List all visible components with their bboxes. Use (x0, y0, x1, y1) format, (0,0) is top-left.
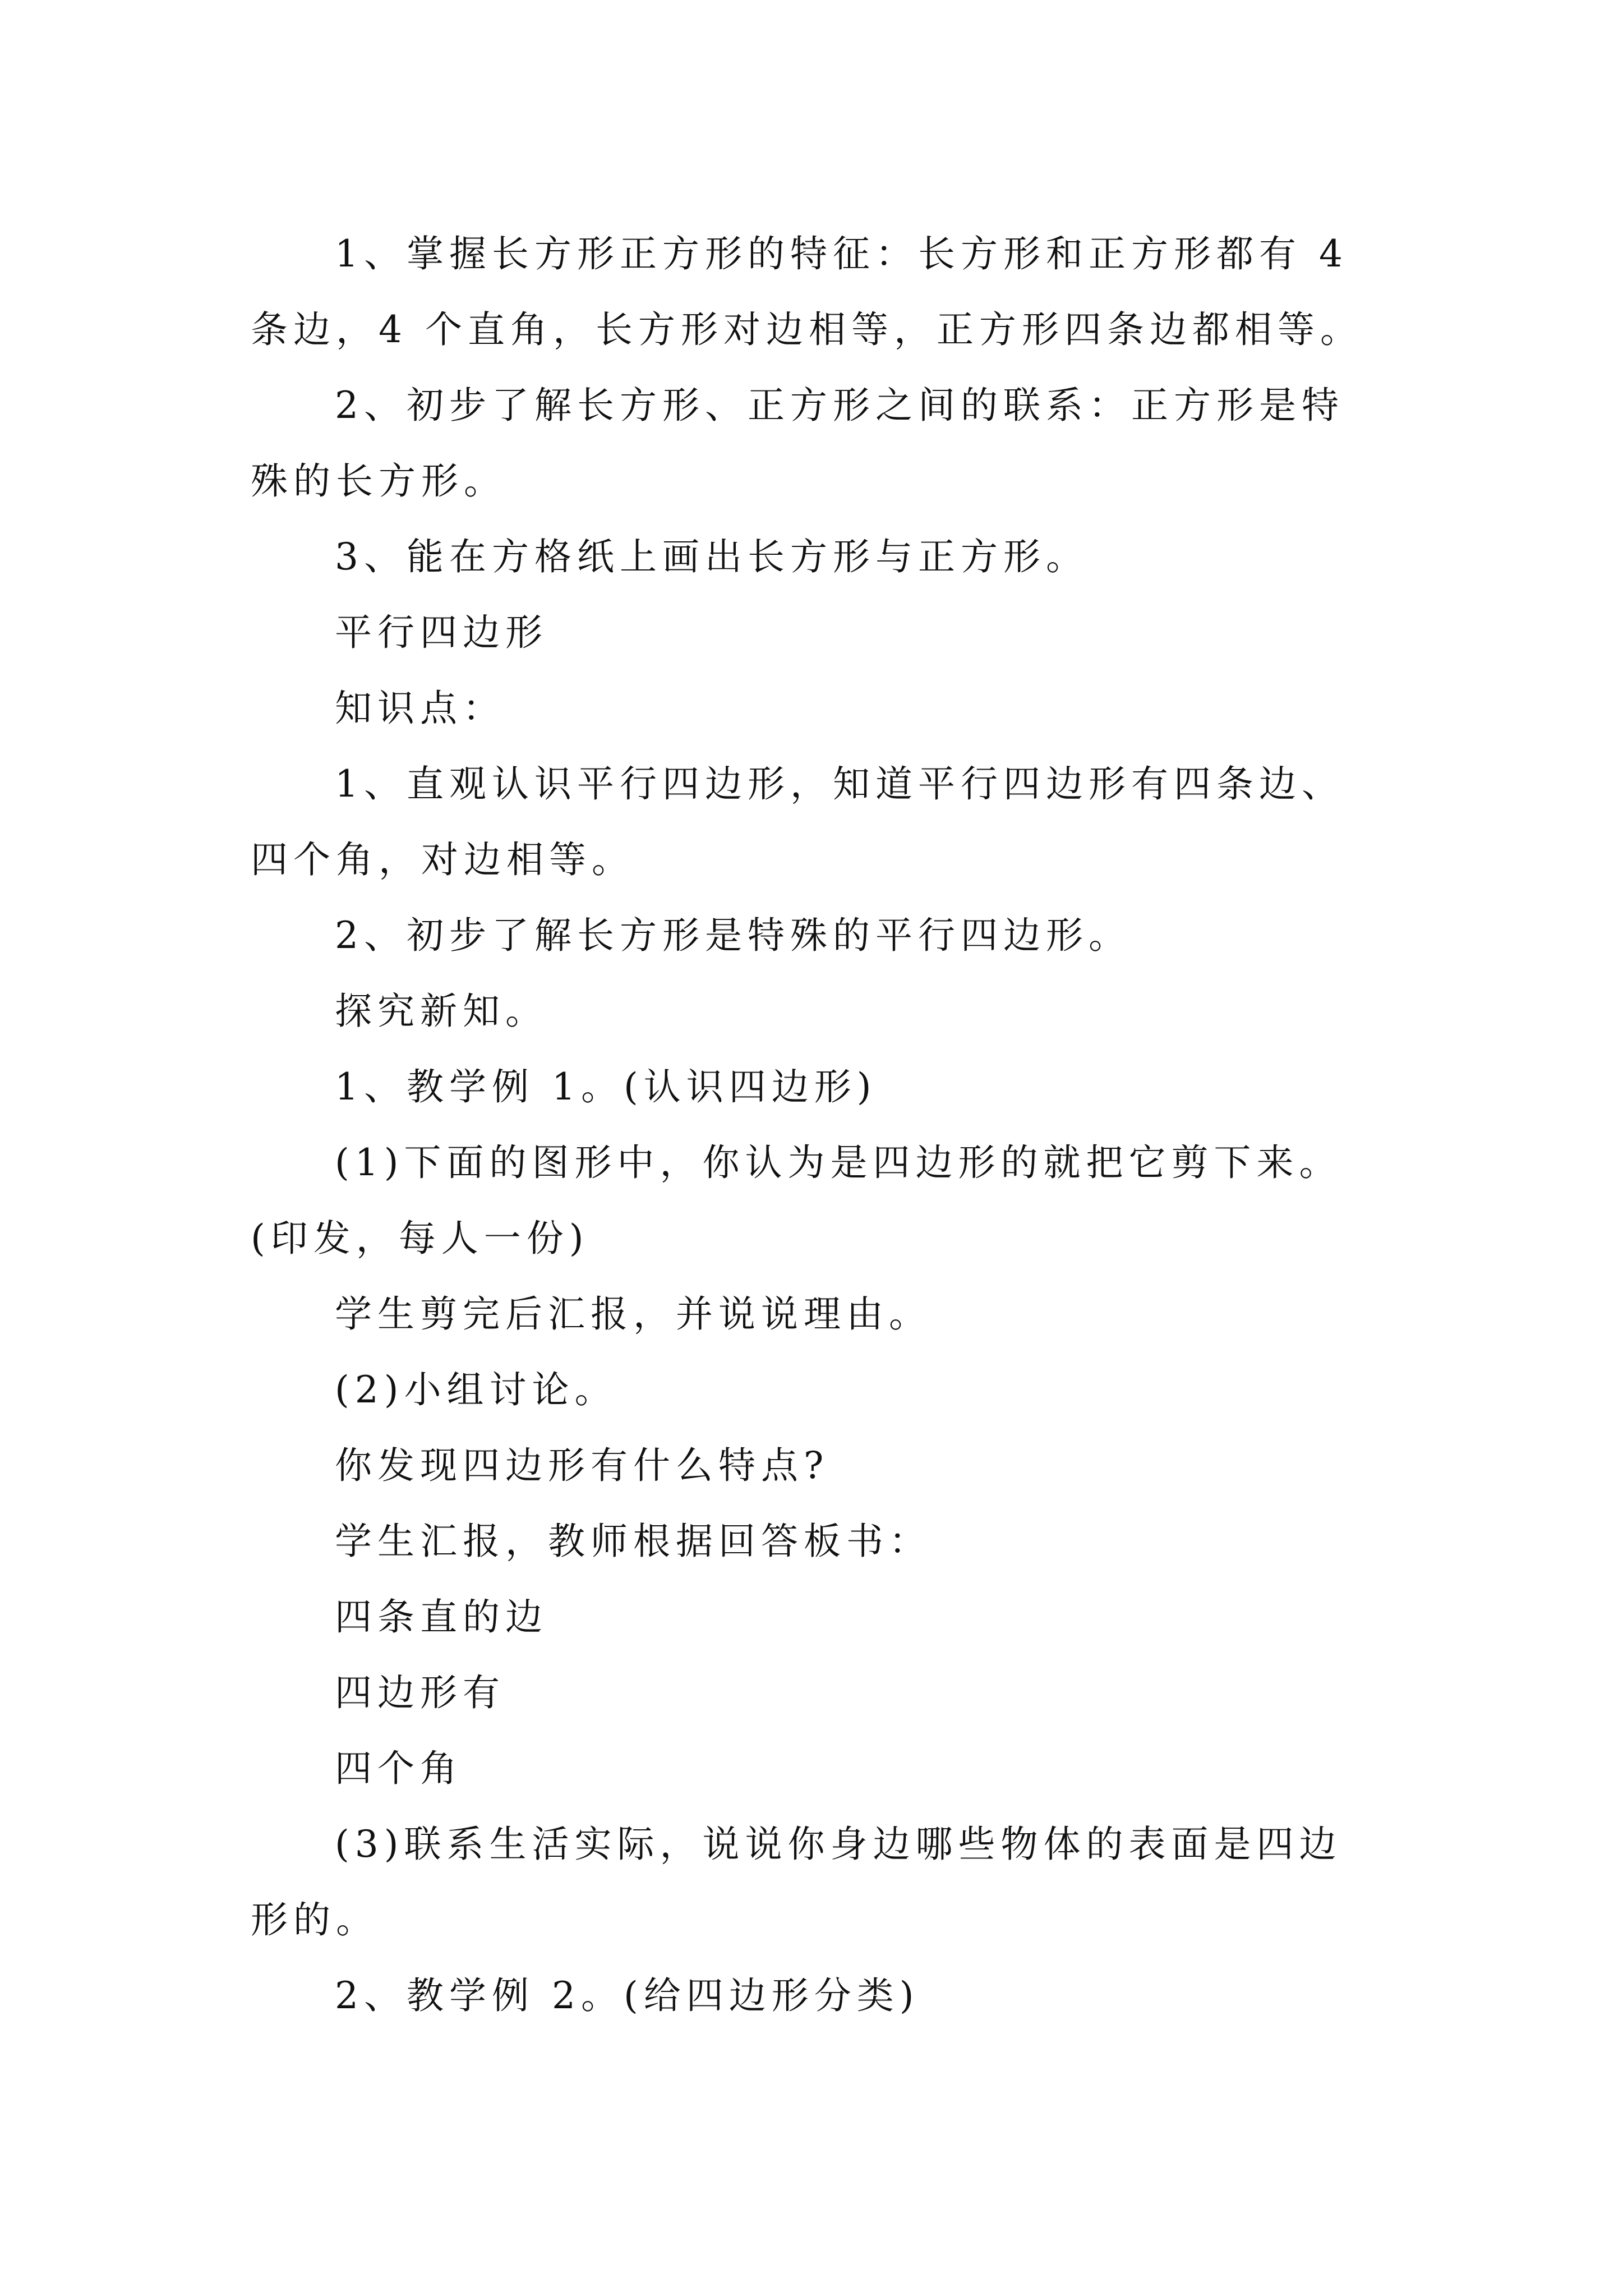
text-line: 1、掌握长方形正方形的特征：长方形和正方形都有 4 (335, 232, 1348, 275)
subheading: 探究新知。 (335, 990, 548, 1033)
text-line: 2、初步了解长方形、正方形之间的联系：正方形是特 (335, 384, 1344, 427)
text-line: (2)小组讨论。 (335, 1368, 617, 1411)
text-line: 四条直的边 (335, 1595, 548, 1639)
text-line: 3、能在方格纸上画出长方形与正方形。 (335, 535, 1089, 578)
text-line: (印发，每人一份) (251, 1217, 589, 1260)
text-line: 1、直观认识平行四边形，知道平行四边形有四条边、 (335, 762, 1344, 806)
text-line: 殊的长方形。 (251, 459, 506, 503)
subheading: 知识点： (335, 687, 505, 730)
text-line: 2、教学例 2。(给四边形分类) (335, 1974, 920, 2017)
text-line: 2、初步了解长方形是特殊的平行四边形。 (335, 914, 1131, 957)
text-line: 1、教学例 1。(认识四边形) (335, 1065, 877, 1108)
text-line: (1)下面的图形中，你认为是四边形的就把它剪下来。 (335, 1141, 1342, 1184)
document-body (251, 216, 1395, 2033)
text-line: 学生剪完后汇报，并说说理由。 (335, 1292, 932, 1336)
text-line: 四个角，对边相等。 (251, 838, 634, 881)
section-heading: 平行四边形 (335, 611, 548, 654)
text-line: 形的。 (251, 1898, 379, 1941)
text-line: 四个角 (335, 1747, 463, 1790)
text-line: 学生汇报，教师根据回答板书： (335, 1520, 932, 1563)
text-line: 你发现四边形有什么特点? (335, 1444, 829, 1487)
text-line: 四边形有 (335, 1671, 505, 1714)
text-line: (3)联系生活实际，说说你身边哪些物体的表面是四边 (335, 1823, 1342, 1866)
text-line: 条边，4 个直角，长方形对边相等，正方形四条边都相等。 (251, 308, 1363, 351)
